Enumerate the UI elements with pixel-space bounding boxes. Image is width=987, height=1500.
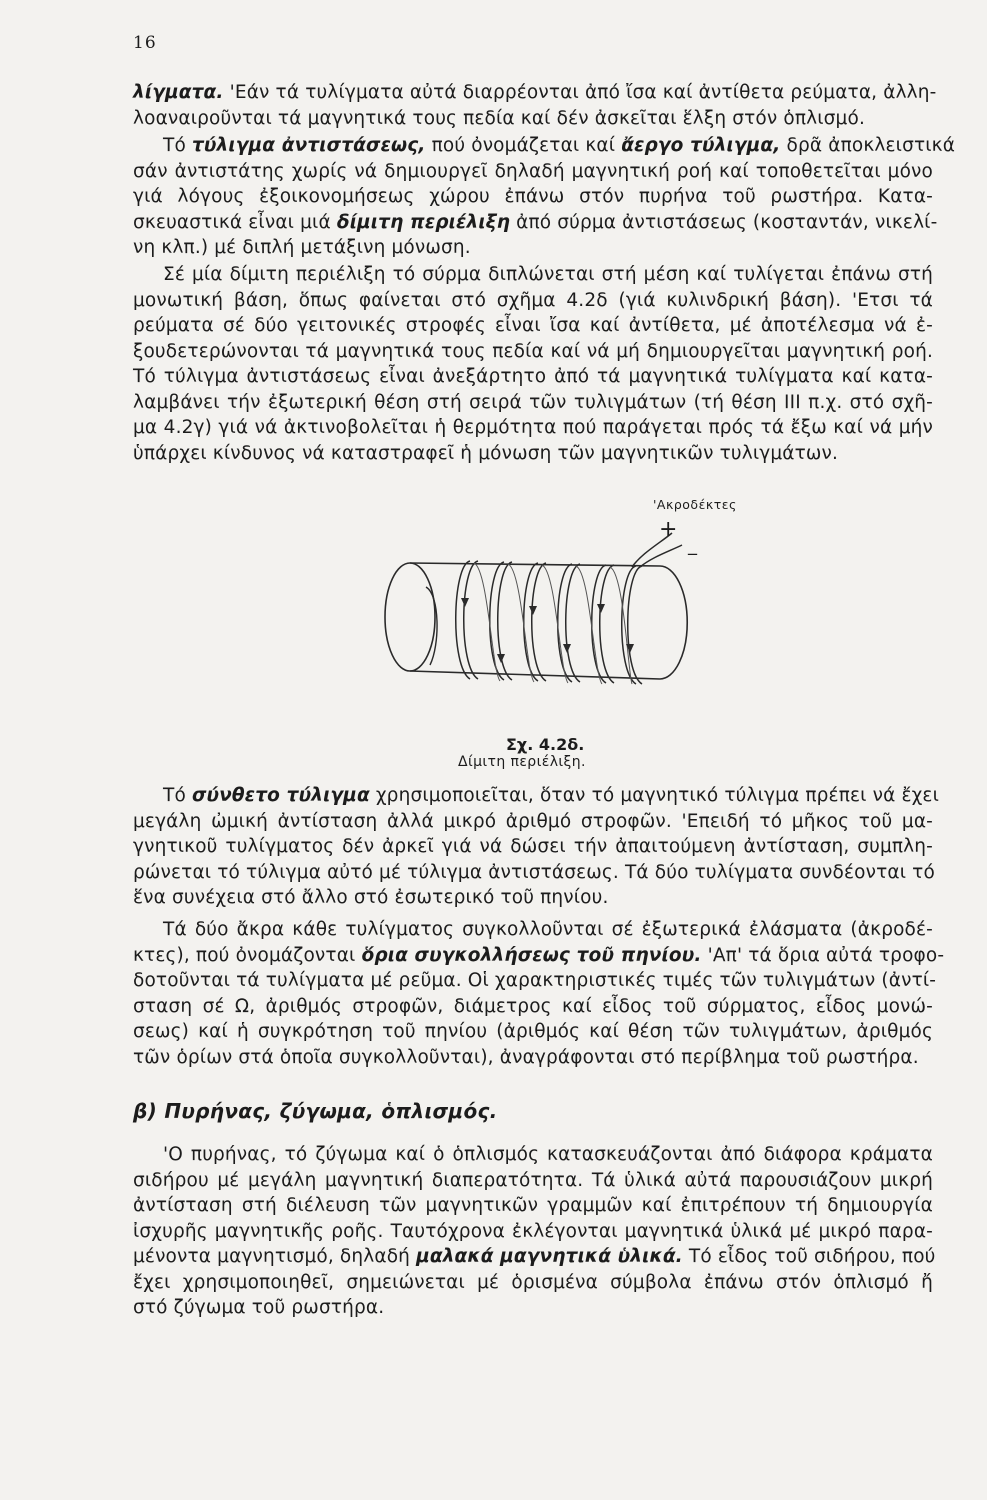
terminal-lead-negative: [640, 545, 682, 567]
section-heading: β) Πυρήνας, ζύγωμα, ὁπλισμός.: [133, 1099, 498, 1123]
figure-caption-text: Δίμιτη περιέλιξη.: [458, 754, 586, 770]
terminal-plus-sign: +: [659, 517, 678, 542]
cylinder-left-end: [385, 563, 435, 671]
paragraph-1: λίγματα. 'Εάν τά τυλίγματα αὐτά διαρρέονται ἀπό ἴσα καί ἀντίθετα ρεύματα, ἀλλη- λοαναιροῦνται τά μαγνητικά τους πεδία καί δέν ἀσκεῖται ἕλξη στόν ὁπλισμό.: [133, 82, 937, 129]
cylinder-right-end: [660, 566, 687, 679]
term-compound-winding: σύνθετο τύλιγμα: [191, 785, 370, 806]
terminal-minus-sign: _: [688, 535, 697, 556]
paragraph-4: Τό σύνθετο τύλιγμα χρησιμοποιεῖται, ὅταν τό μαγνητικό τύλιγμα πρέπει νά ἔχει μεγάλη ὠμική ἀντίσταση ἀλλά μικρό ἀριθμό στροφῶν. 'Επειδή τό μῆκος τοῦ μα- γνητικοῦ τυλίγματος δέν ἀρκεῖ γιά νά δώσει τήν ἀπαιτούμενη ἀντίσταση, συμπλη- ρώνεται τό τύλιγμα αὐτό μέ τύλιγμα ἀντιστάσεως. Τά δύο τυλίγματα συνδέονται τό ἕνα συνέχεια στό ἄλλο στό ἐσωτερικό τοῦ πηνίου.: [133, 785, 939, 908]
term-soft-magnetic-materials: μαλακά μαγνητικά ὑλικά.: [416, 1246, 683, 1267]
term-windings: λίγματα.: [133, 82, 224, 103]
figure-terminals-label: 'Ακροδέκτες: [653, 497, 737, 512]
paragraph-6: 'Ο πυρήνας, τό ζύγωμα καί ὁ ὁπλισμός κατασκευάζονται ἀπό διάφορα κράματα σιδήρου μέ μεγάλη μαγνητική διαπερατότητα. Τά ὑλικά αὐτά παρουσιάζουν μικρή ἀντίσταση στή διέλευση τῶν μαγνητικῶν γραμμῶν καί ἐπιτρέπουν τή δημιουργία ἰσχυρῆς μαγνητικῆς ροῆς. Ταυτόχρονα ἐκλέγονται μαγνητικά ὑλικά μέ μικρό παρα- μένοντα μαγνητισμό, δηλαδή μαλακά μαγνητικά ὑλικά. Τό εἶδος τοῦ σιδήρου, πού ἔχει χρησιμοποιηθεῖ, σημειώνεται μέ ὁρισμένα σύμβολα ἐπάνω στόν ὁπλισμό ἤ στό ζύγωμα τοῦ ρωστήρα.: [133, 1144, 936, 1318]
term-soldering-limits: ὅρια συγκολλήσεως τοῦ πηνίου.: [361, 944, 702, 966]
winding-turns: [456, 561, 642, 684]
term-resistance-winding: τύλιγμα ἀντιστάσεως,: [191, 135, 426, 156]
paragraph-5: Τά δύο ἄκρα κάθε τυλίγματος συγκολλοῦνται σέ ἐξωτερικά ἐλάσματα (ἀκροδέ- κτες), πού ὀνομάζονται ὅρια συγκολλήσεως τοῦ πηνίου. 'Απ' τά ὅρια αὐτά τροφο- δοτοῦνται τά τυλίγματα μέ ρεῦμα. Οἱ χαρακτηριστικές τιμές τῶν τυλιγμάτων (ἀντί- σταση σέ Ω, ἀριθμός στροφῶν, διάμετρος καί εἶδος τοῦ σύρματος, εἶδος μονώ- σεως) καί ἡ συγκρότηση τοῦ πηνίου (ἀριθμός καί θέση τῶν τυλιγμάτων, ἀριθμός τῶν ὁρίων στά ὁποῖα συγκολλοῦνται), ἀναγράφονται στό περίβλημα τοῦ ρωστήρα.: [133, 919, 945, 1068]
figure-caption-number: Σχ. 4.2δ.: [506, 735, 585, 754]
paragraph-2: Τό τύλιγμα ἀντιστάσεως, πού ὀνομάζεται καί ἄεργο τύλιγμα, δρᾶ ἀποκλειστικά σάν ἀντιστάτης χωρίς νά δημιουργεῖ δηλαδή μαγνητική ροή καί τοποθετεῖται μόνο γιά λόγους ἐξοικονομήσεως χώρου ἐπάνω στόν πυρήνα τοῦ ρωστήρα. Κατα- σκευαστικά εἶναι μιά δίμιτη περιέλιξη ἀπό σύρμα ἀντιστάσεως (κοσταντάν, νικελί- νη κλπ.) μέ διπλή μετάξινη μόνωση.: [133, 135, 956, 258]
term-bifilar-winding: δίμιτη περιέλιξη: [336, 211, 511, 233]
page-number: 16: [133, 33, 157, 53]
paragraph-3: Σέ μία δίμιτη περιέλιξη τό σύρμα διπλώνεται στή μέση καί τυλίγεται ἐπάνω στή μονωτική βάση, ὅπως φαίνεται στό σχῆμα 4.2δ (γιά κυλινδρική βάση). 'Ετσι τά ρεύματα σέ δύο γειτονικές στροφές εἶναι ἴσα καί ἀντίθετα, μέ ἀποτέλεσμα νά ἐ- ξουδετερώνονται τά μαγνητικά τους πεδία καί νά μή δημιουργεῖται μαγνητική ροή. Τό τύλιγμα ἀντιστάσεως εἶναι ἀνεξάρτητο ἀπό τά μαγνητικά τυλίγματα καί κατα- λαμβάνει τήν ἐξωτερική θέση στή σειρά τῶν τυλιγμάτων (τή θέση ΙΙΙ π.χ. στό σχῆ- μα 4.2γ) γιά νά ἀκτινοβολεῖται ἡ θερμότητα πού παράγεται πρός τά ἔξω καί νά μήν ὑπάρχει κίνδυνος νά καταστραφεῖ ἡ μόνωση τῶν μαγνητικῶν τυλιγμάτων.: [133, 264, 933, 464]
bifilar-winding-figure: [370, 495, 730, 735]
term-reactive-winding: ἄεργο τύλιγμα,: [621, 135, 781, 156]
